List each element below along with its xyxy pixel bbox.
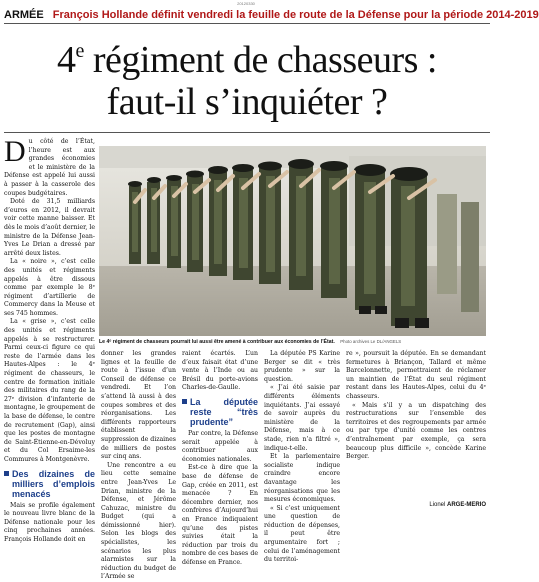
subheading: Des dizaines de milliers d’emplois menacés [4,469,95,499]
paragraph: u côté de l’État, l’heure est aux grandes économies et le ministère de la Défense est appelé lui aussi à passer à la casserole des coupes budgétaires. [4,138,95,197]
paragraph: La « noire », c’est celle des unités et régiments appelés à être dissous comme par exemple le 8ᵉ régiment d’artillerie de Commercy dans la Meuse et ses 745 hommes. [4,258,95,317]
headline-rule [4,132,490,133]
caption-text: Le 4ᵉ régiment de chasseurs pourrait lui aussi être amené à contribuer aux économies de l’État. [99,339,335,345]
photo-caption [99,337,486,347]
paragraph: « J’ai été saisie par différents éléments inquiétants. J’ai essayé de savoir auprès du ministère de la Défense, mais à ce stade, rien n’a filtré », indique-t-elle. [264,384,340,452]
paragraph: Une rencontre a eu lieu cette semaine entre Jean-Yves Le Drian, ministre de la Défense, et Jérôme Cahuzac, ministre du Budget (qui a démissionné hier). Selon les blogs des spécialistes, les scénarios les plus alarmistes sur la réduction du budget de l’Armée se [101,461,176,581]
paragraph: Mais se profile également le nouveau livre blanc de la Défense nationale pour les cinq prochaines années. François Hollande doit en [4,501,95,543]
subheading: La députée reste “très prudente” [182,397,258,427]
author-first-name: Lionel [429,502,446,508]
article-column-3 [182,350,258,566]
paragraph: Est-ce à dire que la base de défense de Gap, créée en 2011, est menacée ? En décembre dernier, nos confrères d’Aujourd’hui en France indiquaient qu’une des pistes suivies était la réduction par trois du nombre de ces bases de défense en France. [182,464,258,566]
paragraph: « Si c’est uniquement une question de réduction de dépenses, il peut être argumentaire fort ; celui de l’aménagement du territoi- [264,504,340,564]
article-photo [99,146,486,336]
section-rubric [4,8,539,22]
article-column-1 [4,135,95,543]
paragraph: Doté de 31,5 milliards d’euros en 2012, il devrait voir cette manne baisser. Et dès le mois d’août dernier, le ministre de la Défense Jean-Yves Le Drian a dressé par arrêté deux listes. [4,198,95,257]
paragraph: La députée PS Karine Berger se dit « très prudente » sur la question. [264,350,340,383]
headline-ordinal: e [75,40,84,62]
author-last-name: ARGE-MERIO [447,502,486,508]
article-column-2 [101,350,176,581]
headline-text-1: régiment de chasseurs : [83,39,437,81]
kicker-line: François Hollande définit vendredi la feuille de route de la Défense pour la période 2014-2019 [52,9,539,21]
paragraph: Et la parlementaire socialiste indique craindre encore davantage les réorganisations que les mesures économiques. [264,453,340,504]
header-rule [4,23,490,24]
article-column-4 [264,350,340,564]
soldiers-saluting-image [99,146,486,336]
photo-credit: Photo archives Le DL/ANGELS [340,339,402,344]
drop-cap: D [4,135,26,168]
paragraph: re », poursuit la députée. En se demandant fermetures à Briançon, Tallard et même Barcelonnette, permettraient de réclamer un maintien de l’État du seul régiment restant dans les Hautes-Alpes, celui du 4ᵉ chasseurs. [346,350,486,400]
headline-line-1 [4,27,490,84]
article-column-5 [346,350,486,496]
paragraph: « Mais s’il y a un dispatching des restructurations sur l’ensemble des territoires et des regroupements par armée ou par type d’unité comme les centres d’entraînement par exemple, ça sera beaucoup plus difficile », concède Karine Berger. [346,401,486,461]
section-label: ARMÉE [4,9,44,21]
headline-number: 4 [57,39,76,81]
author-signature [429,502,486,508]
paragraph: raient écartés. L’un d’eux faisait état d’une vente à l’Inde ou au Brésil du porte-avions Charles-de-Gaulle. [182,350,258,392]
paragraph: La « grise », c’est celle des unités et régiments appelés à se restructurer. Parmi ceux-ci figure ce qui reste de l’armée dans les Hautes-Alpes : le 4ᵉ régiment de chasseurs, le centre de formation initiale des militaires du rang de la 27ᵉ division d’infanterie de montagne, le groupement de la base de défense, le centre de recrutement (Gap), ainsi que les postes de montagne de Saint-Étienne-en-Dévoluy et du Col Ersaime-les Commures à Montgenèvre. [4,318,95,463]
headline-line-2: faut-il s’inquiéter ? [106,81,388,123]
page-stamp: 20120330 [237,1,255,6]
paragraph: donner les grandes lignes et la feuille de route à l’issue d’un Conseil de défense ce vendredi. Et l’on s’attend là aussi à des coupes sombres et des réorganisations. Les différents rapporteurs établissent la suppression de dizaines de milliers de postes sur cinq ans. [101,350,176,461]
paragraph: Par contre, la Défense serait appelée à contribuer aux économies nationales. [182,429,258,463]
